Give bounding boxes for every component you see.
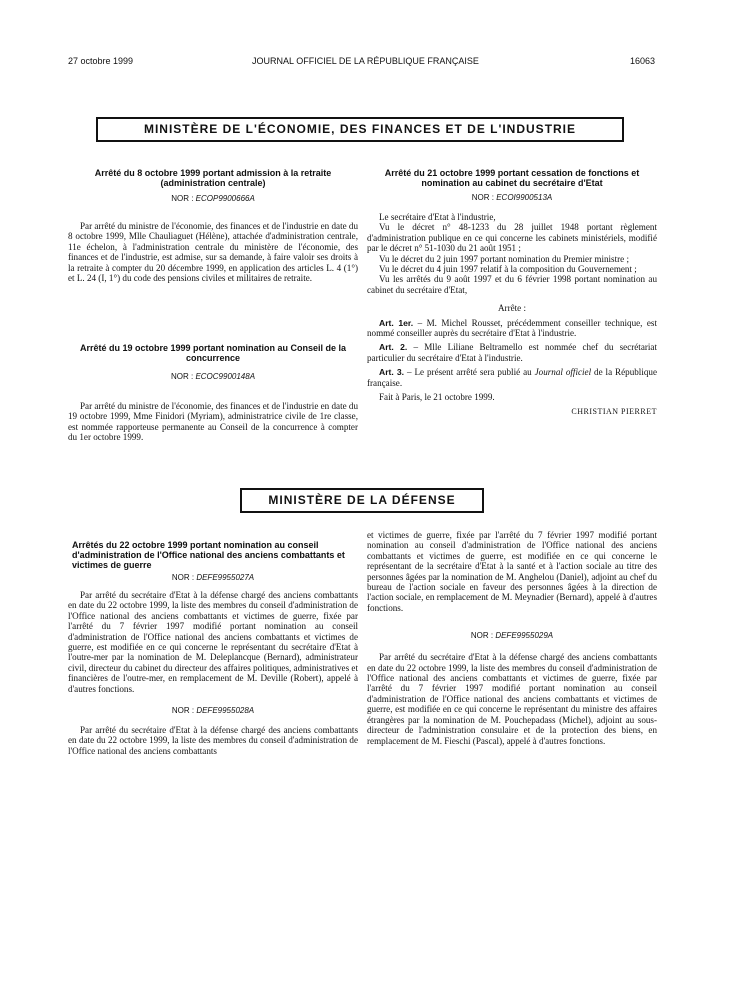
nor-label: NOR : (171, 194, 194, 203)
nor-label: NOR : (171, 706, 195, 716)
header-page-number: 16063 (630, 56, 656, 66)
journal-officiel-italic: Journal officiel (534, 367, 592, 378)
nor-code: ECOI9900513A (496, 193, 553, 202)
arrete-19-octobre-body: Par arrêté du ministre de l'économie, des finances et de l'industrie en date du 19 octobre 1999, Mme Finidori (Myriam), administratrice civile de 1re classe, est nommée rapporteuse permanente au Conseil de la concurrence à compter du 1er octobre 1999. (68, 401, 359, 443)
nor-line-1 (68, 573, 358, 582)
nor-line-3 (367, 631, 657, 640)
nor-label: NOR : (170, 372, 194, 381)
article-1-text: – M. Michel Rousset, précédemment conseiller technique, est nommé conseiller auprès du secrétaire d'Etat à l'industrie. (367, 317, 657, 339)
article-3 (367, 367, 657, 388)
arrete-21-octobre-intro: Le secrétaire d'Etat à l'industrie, (379, 212, 496, 222)
arrete-19-octobre-title: Arrêté du 19 octobre 1999 portant nomination au Conseil de la concurrence (79, 343, 347, 363)
article-2-text: – Mlle Liliane Beltramello est nommée chef du secrétariat particulier du secrétaire d'Etat à l'industrie. (367, 342, 657, 363)
nor-line (68, 194, 358, 203)
arrete-word: Arrête : (497, 303, 527, 314)
article-2 (367, 342, 657, 363)
nor-line (367, 193, 657, 202)
arrete-8-octobre-title: Arrêté du 8 octobre 1999 portant admission à la retraite (administration centrale) (94, 168, 332, 188)
arretes-22-octobre-title: Arrêtés du 22 octobre 1999 portant nomination au conseil d'administration de l'Office national des anciens combattants et victimes de guerre (72, 540, 345, 570)
article-3-text-end: de la République française. (367, 367, 657, 388)
arrete-onac-2-continued: et victimes de guerre, fixée par l'arrêté du 7 février 1997 modifié portant nomination au conseil d'administration de l'Office national des anciens combattants et victimes de guerre, est modifiée en ce qui concerne le représentant de la secrétaire d'Etat à la santé et à l'action sociale au titre des personnes âgées par la nomination de M. Anghelou (Daniel), adjoint au chef du bureau de l'action sociale en faveur des personnes âgées à la direction de l'action sociale, en remplacement de M. Meynadier (Bernard), appelé à d'autres fonctions. (367, 530, 657, 613)
vu-arretes: Vu les arrêtés du 9 août 1997 et du 6 février 1998 portant nomination au cabinet du secrétaire d'Etat, (367, 274, 657, 295)
nor-label: NOR : (171, 573, 195, 582)
article-2-label: Art. 2. (379, 342, 408, 353)
article-3-label: Art. 3. (379, 367, 405, 378)
arretes-22-octobre-continued (367, 530, 657, 746)
arrete-21-octobre (367, 168, 657, 416)
signature: CHRISTIAN PIERRET (571, 406, 657, 416)
nor-code: DEFE9955028A (196, 706, 255, 716)
nor-line (68, 372, 358, 381)
nor-code: DEFE9955029A (495, 631, 554, 641)
arrete-onac-2-start: Par arrêté du secrétaire d'Etat à la défense chargé des anciens combattants en date du 22 octobre 1999, la liste des membres du conseil d'administration de l'Office national des anciens combattants (68, 725, 358, 756)
nor-code: ECOP9900666A (195, 194, 255, 203)
arrete-8-octobre (68, 168, 358, 283)
vu-decret-4-juin: Vu le décret du 4 juin 1997 relatif à la composition du Gouvernement ; (379, 264, 637, 275)
arrete-onac-3: Par arrêté du secrétaire d'Etat à la défense chargé des anciens combattants en date du 22 octobre 1999, la liste des membres du conseil d'administration de l'Office national des anciens combattants et victimes de guerre, fixée par l'arrêté du 7 février 1997 modifié portant nomination au conseil d'administration de l'Office national des anciens combattants et victimes de guerre, est modifiée en ce qui concerne le représentant du ministre des affaires étrangères par la nomination de M. Pouchepadass (Michel), adjoint au sous-directeur de l'administration consulaire et de la protection des biens, en remplacement de M. Fieschi (Pascal), appelé à d'autres fonctions. (367, 652, 657, 746)
nor-label: NOR : (470, 631, 494, 641)
ministry-defense-heading: MINISTÈRE DE LA DÉFENSE (240, 488, 484, 513)
vu-decret-2-juin: Vu le décret du 2 juin 1997 portant nomination du Premier ministre ; (379, 253, 629, 264)
header-journal: JOURNAL OFFICIEL DE LA RÉPUBLIQUE FRANÇAISE (252, 56, 479, 66)
nor-code: DEFE9955027A (196, 573, 255, 582)
article-3-text: – Le présent arrêté sera publié au (404, 367, 535, 378)
fait-a-paris: Fait à Paris, le 21 octobre 1999. (379, 392, 495, 403)
article-1 (367, 318, 657, 339)
article-1-label: Art. 1er. (379, 317, 414, 328)
arrete-21-octobre-title: Arrêté du 21 octobre 1999 portant cessation de fonctions et nomination au cabinet du secrétaire d'Etat (384, 168, 640, 188)
nor-line-2 (68, 706, 358, 715)
vu-decret-1948: Vu le décret n° 48-1233 du 28 juillet 1948 portant règlement d'administration publique en ce qui concerne les cabinets ministériels, modifié par le décret n° 51-1030 du 21 août 1951 ; (367, 222, 657, 254)
nor-label: NOR : (471, 193, 494, 202)
arretes-22-octobre (68, 540, 358, 756)
nor-code: ECOC9900148A (195, 372, 256, 381)
arrete-onac-1: Par arrêté du secrétaire d'Etat à la défense chargé des anciens combattants en date du 22 octobre 1999, la liste des membres du conseil d'administration de l'Office national des anciens combattants et victimes de guerre, fixée par l'arrêté du 7 février 1997 modifié portant nomination au conseil d'administration de l'Office national des anciens combattants et victimes de guerre, est modifiée en ce qui concerne le représentant du secrétaire d'Etat à l'outre-mer par la nomination de M. Deleplancque (Bernard), administrateur civil, directeur du cabinet du directeur des affaires politiques, administratives et financières de l'outre-mer, en remplacement de M. Deville (Robert), appelé à d'autres fonctions. (68, 590, 358, 694)
header-date: 27 octobre 1999 (68, 56, 134, 66)
ministry-economy-heading: MINISTÈRE DE L'ÉCONOMIE, DES FINANCES ET DE L'INDUSTRIE (96, 117, 624, 142)
arrete-19-octobre (68, 343, 358, 443)
arrete-8-octobre-body: Par arrêté du ministre de l'économie, des finances et de l'industrie en date du 8 octobre 1999, Mlle Chauliaguet (Hélène), attachée d'administration centrale, 11e échelon, à l'administration centrale du ministère de l'économie, des finances et de l'industrie, est admise, sur sa demande, à faire valoir ses droits à la retraite à compter du 20 décembre 1999, en application des articles L. 4 (1°) et L. 24 (I, 1°) du code des pensions civiles et militaires de retraite. (68, 221, 359, 284)
